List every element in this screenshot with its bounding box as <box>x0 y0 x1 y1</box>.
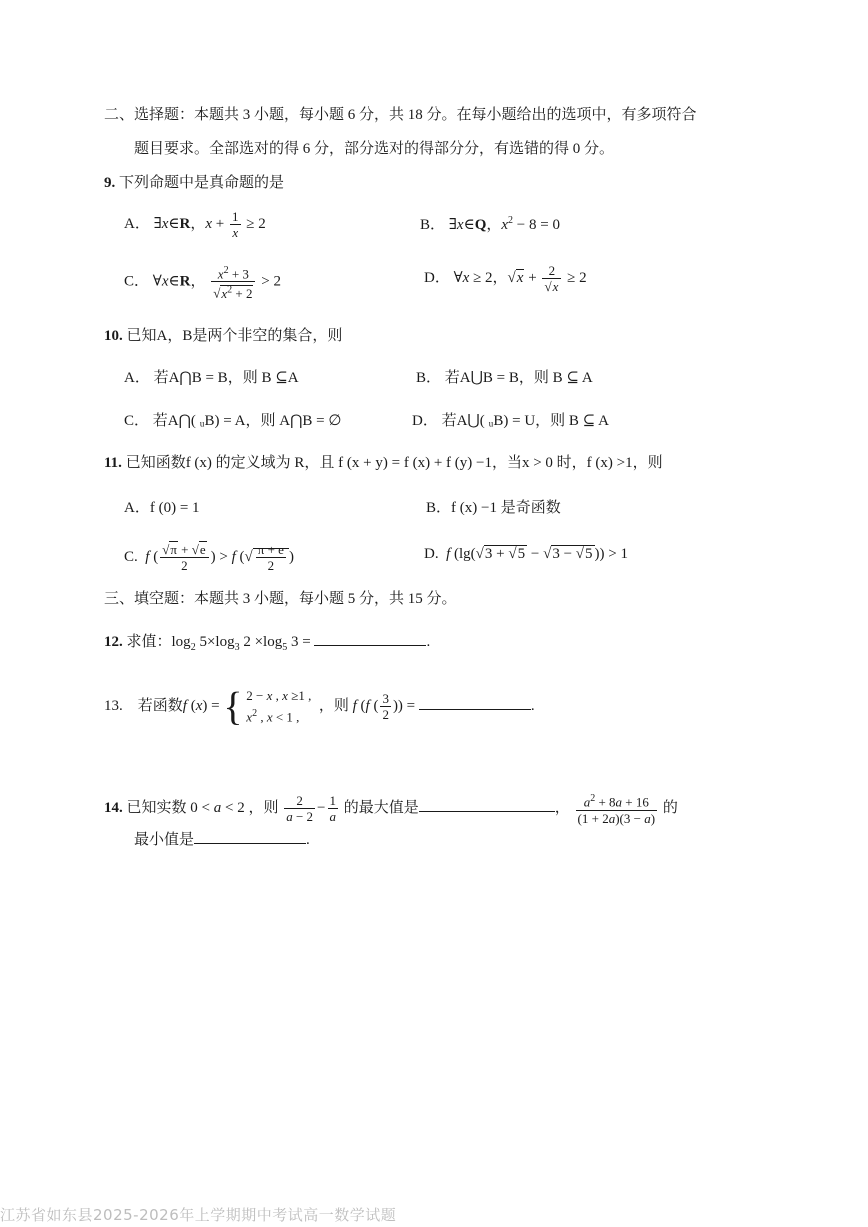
question-9-text: 下列命题中是真命题的是 <box>119 175 285 191</box>
option-label: C． <box>124 273 150 290</box>
question-10-number: 10. <box>104 328 123 344</box>
question-12-text: 求值： <box>126 634 172 650</box>
answer-blank-14b[interactable] <box>194 843 306 844</box>
question-12-number: 12. <box>104 634 123 650</box>
option-label: B． <box>420 217 446 233</box>
question-9-stem <box>104 173 284 193</box>
question-9-option-a: A． ∃x∈R，x + $\frac{1}{x}$ ≥ 2 <box>124 209 266 240</box>
option-label: C. <box>124 548 138 565</box>
section-3-title: 三、填空题：本题共 3 小题，每小题 5 分，共 15 分。 <box>104 591 457 607</box>
question-14-text: 已知实数 <box>126 800 187 816</box>
option-label: D. <box>424 546 439 562</box>
question-10-option-d: D． 若A⋃( ᵤB) = U，则 B ⊆ A <box>412 413 609 429</box>
piecewise-cases: 2 − x , x ≥1 , $x^2$ , x < 1 , <box>246 687 312 725</box>
question-10-text: 已知A，B是两个非空的集合，则 <box>126 328 343 344</box>
answer-blank-14a[interactable] <box>419 811 555 812</box>
fraction-3-over-2: $\frac{3}{2}$ <box>382 691 389 723</box>
fraction-1-over-x: $\frac{1}{x}$ <box>232 209 239 240</box>
question-10-option-c: C． 若A⋂( ᵤB) = A，则 A⋂B = ∅ <box>124 413 342 429</box>
fraction-1-over-a: $\frac{1}{a}$ <box>329 793 337 825</box>
footer-watermark: 江苏省如东县2025-2026年上学期期中考试高一数学试题 <box>0 1206 397 1224</box>
question-11-text: 已知函数f (x) 的定义域为 R，且 f (x + y) = f (x) + f (y) −1，当x > 0 时，f (x) >1，则 <box>125 455 663 471</box>
piecewise-brace: { <box>223 683 243 729</box>
fraction-14b: $\frac{a^2 + 8a + 16}{(1 + 2a)(3 - a)}$ <box>577 793 656 826</box>
section-2-instructions: 题目要求。全部选对的得 6 分，部分选对的得部分分，有选错的得 0 分。 <box>134 141 615 157</box>
question-11-number: 11. <box>104 455 122 471</box>
question-9-option-d: D． ∀x ≥ 2，√x + $\frac{2}{√x}$ ≥ 2 <box>424 263 587 294</box>
question-9-number: 9. <box>104 175 116 191</box>
fraction-c2: $\frac{\pi + e}{2}$ <box>257 542 284 573</box>
question-14-cont: 最小值是 . <box>134 832 310 848</box>
question-11-stem <box>104 453 663 473</box>
question-10-option-b: B． 若A⋃B = B，则 B ⊆ A <box>416 370 593 386</box>
question-9-option-c: C． ∀x∈R， $\frac{x^2 + 3}{√x^2 + 2}$ > 2 <box>124 265 281 301</box>
question-10-stem <box>104 326 342 346</box>
answer-blank-13[interactable] <box>419 709 531 710</box>
question-12: 12. 求值：$\log_2 5\times\log_3$ $2 \times\log_5$ 3 = . <box>104 634 431 653</box>
question-11-option-c: C. f ( $\frac{√\pi + √e}{2}$ ) > f (√ $\frac{\pi + e}{2}$ ) <box>124 542 294 573</box>
question-10-option-a: A． 若A⋂B = B，则 B ⊆A <box>124 370 299 386</box>
fraction-d: $\frac{2}{√x}$ <box>542 263 561 294</box>
question-13-number: 13. <box>104 698 123 714</box>
fraction-c: $\frac{x^2 + 3}{√x^2 + 2}$ <box>211 263 255 301</box>
question-11-option-b: B．f (x) −1 是奇函数 <box>426 500 561 516</box>
option-label: A． <box>124 215 150 232</box>
answer-blank-12[interactable] <box>314 645 426 646</box>
question-13: 13. 若函数f (x) = { 2 − x , x ≥1 , $x^2$ , x < 1 , ，则 f (f ( $\frac{3}{2}$ )) = . <box>104 683 535 729</box>
section-2-title: 二、选择题：本题共 3 小题，每小题 6 分，共 18 分。在每小题给出的选项中，有多项符合 <box>104 107 697 123</box>
option-label: D． <box>424 269 450 286</box>
question-14-number: 14. <box>104 800 123 816</box>
question-13-text: 若函数 <box>137 698 183 714</box>
question-14-of-text: 的 <box>662 800 678 816</box>
fraction-c: $\frac{√\pi + √e}{2}$ <box>160 542 208 573</box>
question-9-option-b: B． ∃x∈Q，$x^2 - 8 = 0$ <box>420 215 560 233</box>
question-14-min-text: 最小值是 <box>134 832 195 848</box>
question-14: 14. 已知实数 0 < a < 2 ，则 $\frac{2}{a - 2}$ − $\frac{1}{a}$ 的最大值是 ， $\frac{a^2 + 8a + 16}{(1 + 2a)(3 - a)}$ 的 <box>104 793 678 826</box>
question-11-option-d: D. f (lg(√3 + √5 − √3 − √5 )) > 1 <box>424 546 628 562</box>
question-11-option-a: A．f (0) = 1 <box>124 500 200 516</box>
question-14-max-text: 的最大值是 <box>343 800 419 816</box>
fraction-2-over-a-2: $\frac{2}{a - 2}$ <box>286 793 314 825</box>
